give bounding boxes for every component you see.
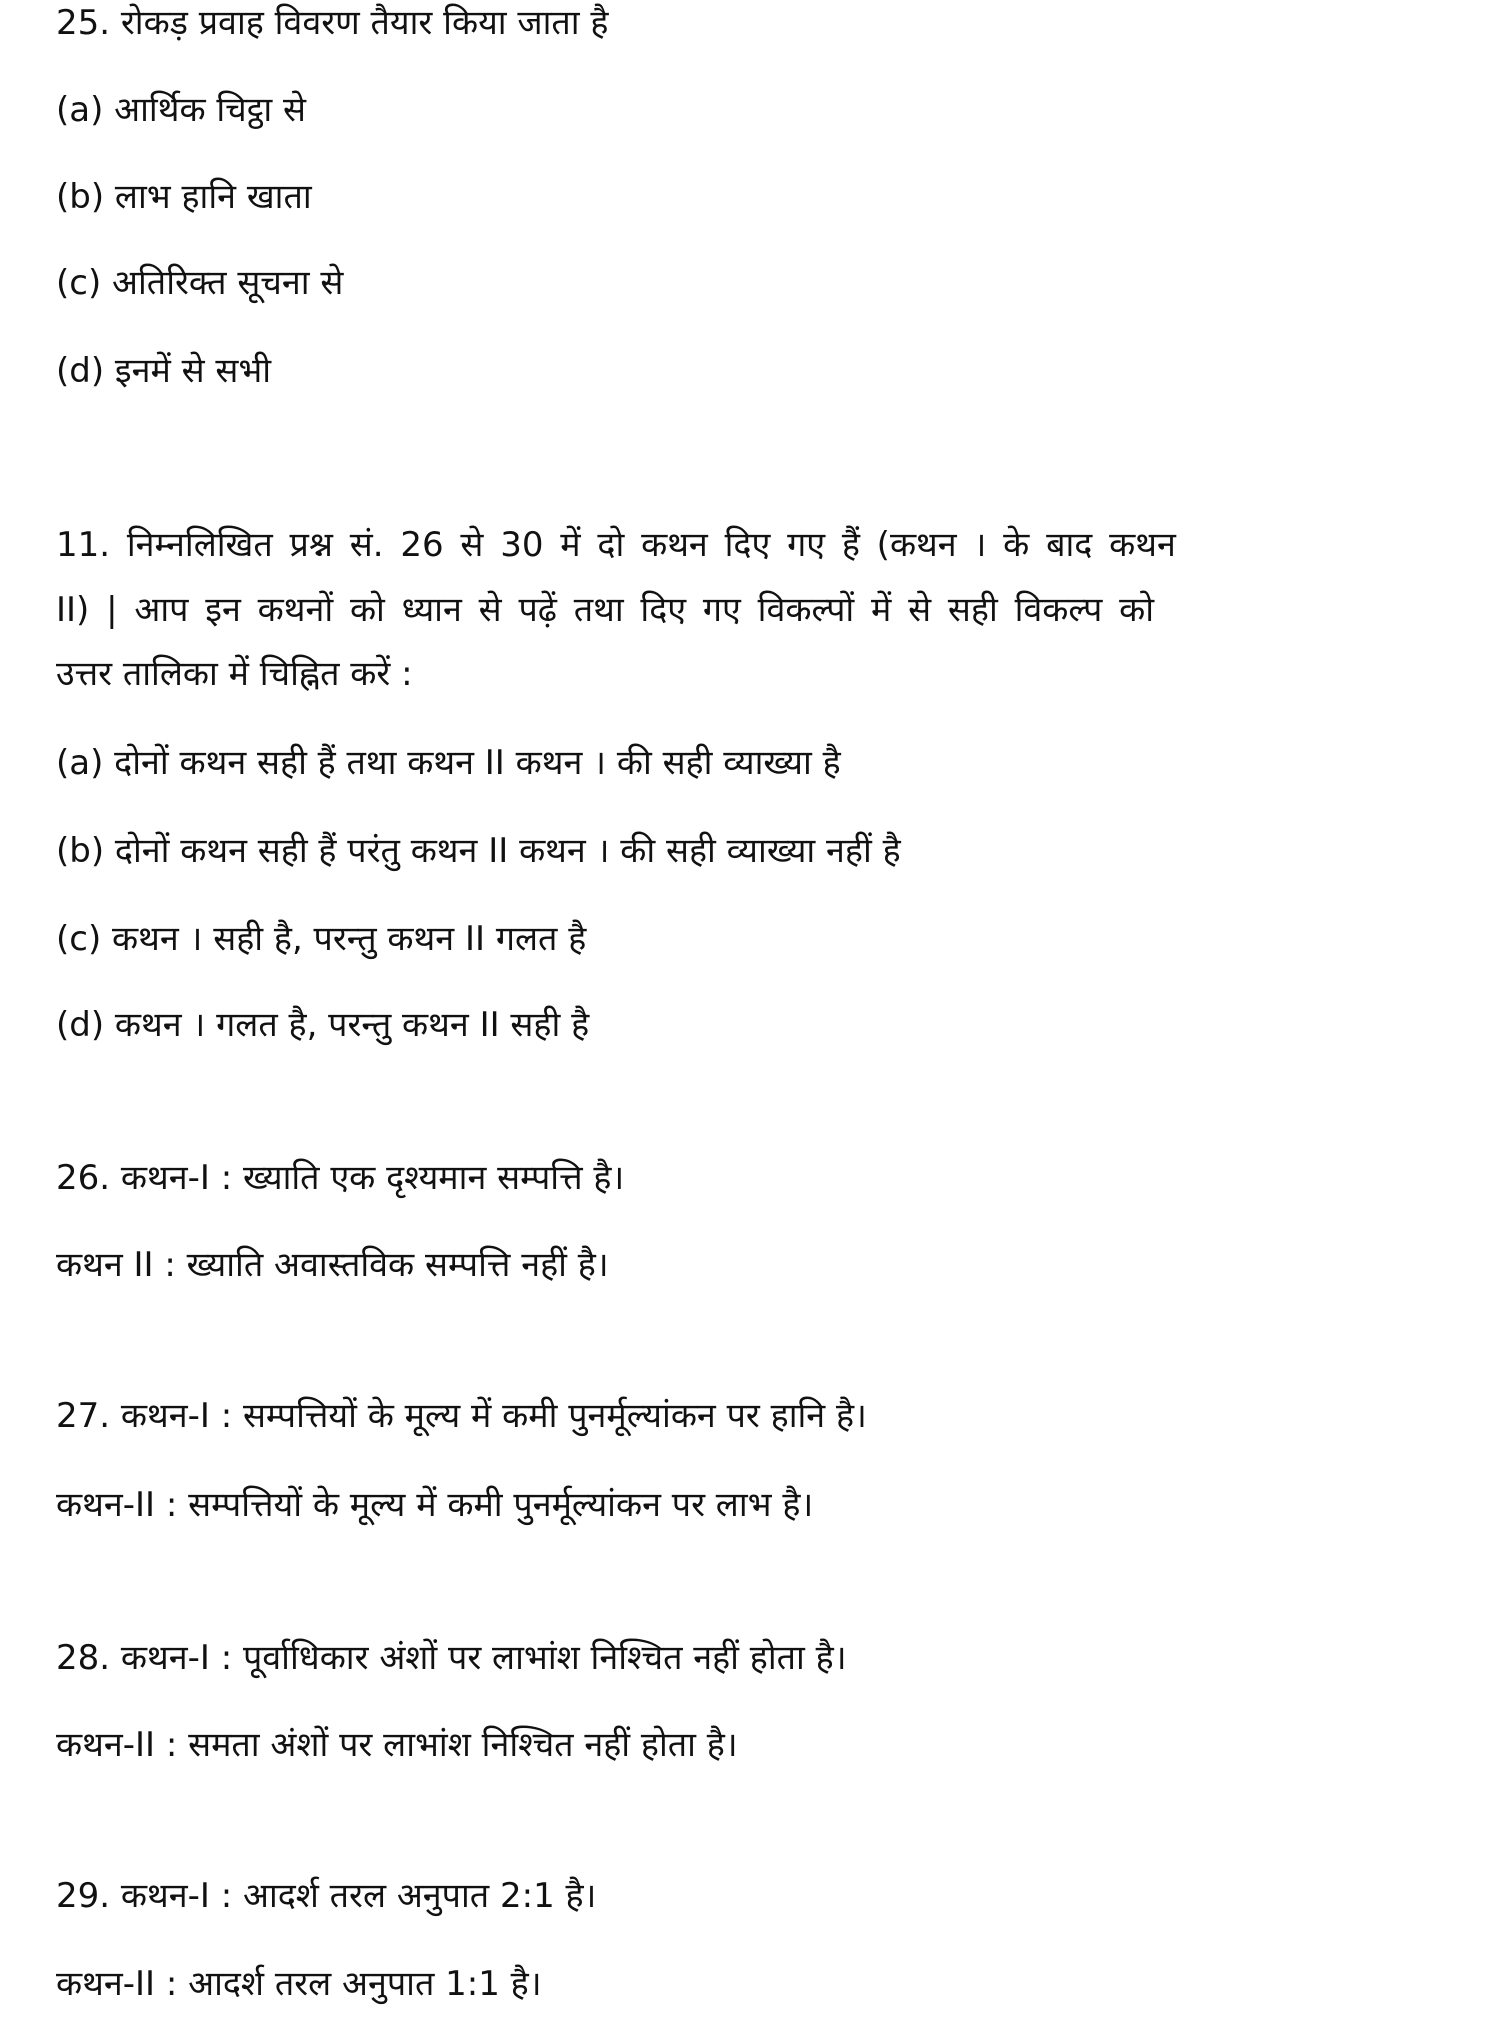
option-a: (a) आर्थिक चिट्ठा से xyxy=(56,90,306,130)
instruction-option-a: (a) दोनों कथन सही हैं तथा कथन II कथन । की सही व्याख्या है xyxy=(56,743,841,783)
statement-2: कथन-II : समता अंशों पर लाभांश निश्चित नहीं होता है। xyxy=(56,1725,738,1765)
option-b: (b) लाभ हानि खाता xyxy=(56,177,312,217)
statement-2: कथन II : ख्याति अवास्तविक सम्पत्ति नहीं है। xyxy=(56,1245,609,1285)
option-d: (d) इनमें से सभी xyxy=(56,351,272,391)
statement-2: कथन-II : सम्पत्तियों के मूल्य में कमी पुनर्मूल्यांकन पर लाभ है। xyxy=(56,1485,814,1525)
option-c: (c) अतिरिक्त सूचना से xyxy=(56,263,344,303)
instruction-option-c: (c) कथन । सही है, परन्तु कथन II गलत है xyxy=(56,919,587,959)
question-25-text: 25. रोकड़ प्रवाह विवरण तैयार किया जाता है xyxy=(56,3,609,43)
instruction-option-b: (b) दोनों कथन सही हैं परंतु कथन II कथन । की सही व्याख्या नहीं है xyxy=(56,831,901,871)
statement-1: 27. कथन-I : सम्पत्तियों के मूल्य में कमी पुनर्मूल्यांकन पर हानि है। xyxy=(56,1396,867,1436)
instruction-option-d: (d) कथन । गलत है, परन्तु कथन II सही है xyxy=(56,1005,590,1045)
instruction-line-3: उत्तर तालिका में चिह्नित करें : xyxy=(56,654,413,694)
instruction-line-1: 11. निम्नलिखित प्रश्न सं. 26 से 30 में दो कथन दिए गए हैं (कथन । के बाद कथन xyxy=(56,525,1176,565)
statement-1: 29. कथन-I : आदर्श तरल अनुपात 2:1 है। xyxy=(56,1876,597,1916)
statement-1: 28. कथन-I : पूर्वाधिकार अंशों पर लाभांश निश्चित नहीं होता है। xyxy=(56,1638,847,1678)
statement-1: 26. कथन-I : ख्याति एक दृश्यमान सम्पत्ति है। xyxy=(56,1158,625,1198)
instruction-line-2: II) | आप इन कथनों को ध्यान से पढ़ें तथा दिए गए विकल्पों में से सही विकल्प को xyxy=(56,590,1155,630)
statement-2: कथन-II : आदर्श तरल अनुपात 1:1 है। xyxy=(56,1964,542,2004)
